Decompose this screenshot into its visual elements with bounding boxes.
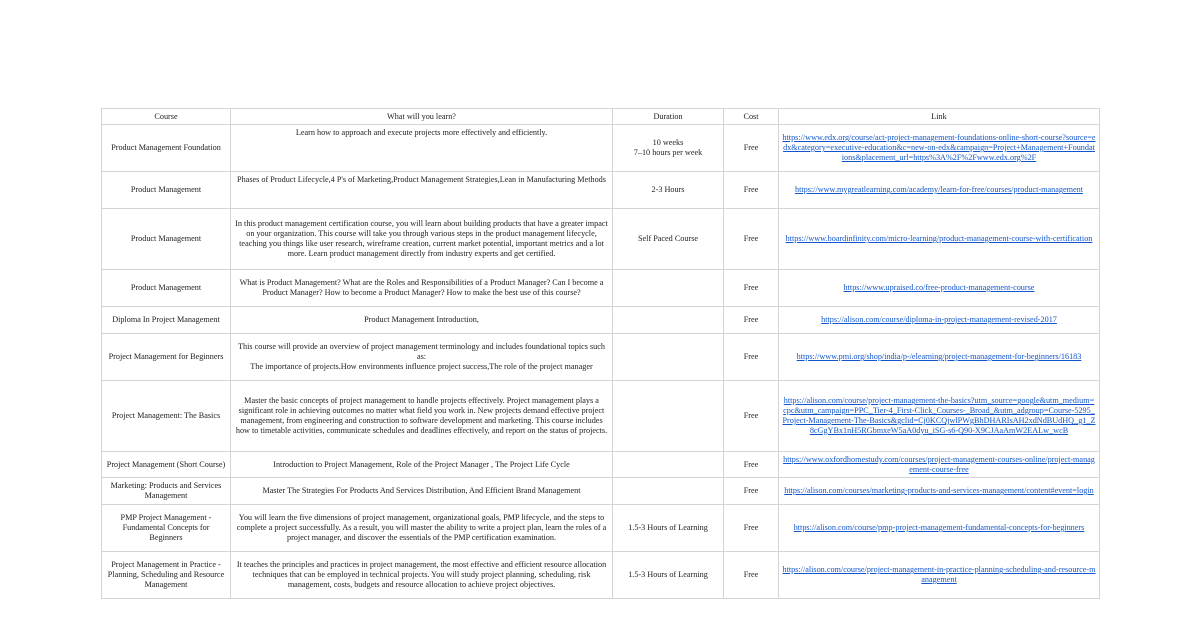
cost-cell: Free [724,452,779,478]
table-row [102,270,1100,307]
duration-cell: Self Paced Course [613,209,724,270]
learn-cell: What is Product Management? What are the Roles and Responsibilities of a Product Manager? Can I become a Product Manager? How to become a Product Manager? How to make the best use of this course? [231,270,613,307]
header-duration: Duration [613,109,724,125]
duration-cell [613,478,724,505]
learn-cell: Introduction to Project Management, Role of the Project Manager , The Project Life Cycle [231,452,613,478]
course-link[interactable]: https://alison.com/courses/marketing-products-and-services-management/content#event=login [784,486,1094,496]
course-cell: Product Management [102,270,231,307]
course-link[interactable]: https://www.edx.org/course/act-project-management-foundations-online-short-course?source=edx&category=executive-education&c=new-on-edx&campaign=Project+Management+Foundations&placement_url=https%3A%2F%2Fwww.edx.org%2F [782,133,1096,162]
learn-cell: In this product management certification course, you will learn about building products that have a greater impact on your organization. This course will take you through various steps in the product management lifecycle, teaching you things like user research, wireframe creation, current market potential, important metrics and a lot more. Learn product management directly from industry experts and get certified. [231,209,613,270]
course-link[interactable]: https://www.upraised.co/free-product-management-course [843,283,1035,293]
link-cell [779,381,1100,452]
table-header-row [102,109,1100,125]
learn-cell [231,334,613,381]
link-cell [779,505,1100,552]
duration-cell [613,125,724,172]
course-link[interactable]: https://www.pmi.org/shop/india/p-/elearning/project-management-for-beginners/16183 [796,352,1082,362]
course-cell: Project Management for Beginners [102,334,231,381]
course-link[interactable]: https://alison.com/course/project-management-in-practice-planning-scheduling-and-resource-management [782,565,1096,584]
table-row [102,478,1100,505]
link-cell [779,307,1100,334]
duration-line: 7–10 hours per week [633,148,703,157]
table-row [102,209,1100,270]
learn-cell: Learn how to approach and execute projects more effectively and efficiently. [231,125,613,172]
duration-cell: 2-3 Hours [613,172,724,209]
duration-cell: 1.5-3 Hours of Learning [613,505,724,552]
link-cell [779,209,1100,270]
cost-cell: Free [724,209,779,270]
table-row [102,505,1100,552]
learn-cell: Master The Strategies For Products And Services Distribution, And Efficient Brand Management [231,478,613,505]
header-link: Link [779,109,1100,125]
duration-cell [613,334,724,381]
course-cell: Project Management: The Basics [102,381,231,452]
learn-cell: It teaches the principles and practices in project management, the most effective and efficient resource allocation techniques that can be employed in technical projects. You will study project planning, scheduling, risk management, costs, budgets and resource allocation to achieve project objectives. [231,552,613,599]
duration-cell [613,452,724,478]
table-row [102,452,1100,478]
course-cell: Product Management [102,209,231,270]
link-cell [779,270,1100,307]
cost-cell: Free [724,125,779,172]
duration-cell [613,307,724,334]
cost-cell: Free [724,381,779,452]
course-cell: Product Management Foundation [102,125,231,172]
cost-cell: Free [724,478,779,505]
course-cell: Project Management in Practice - Planning, Scheduling and Resource Management [102,552,231,599]
learn-cell: Master the basic concepts of project management to handle projects effectively. Project management plays a significant role in achieving outcomes no matter what field you work in. New projects demand effective project management, from engineering and construction to software development and marketing. This course includes how to timetable activities, communicate schedules and deadlines effectively, and report on the status of projects. [231,381,613,452]
course-link[interactable]: https://www.oxfordhomestudy.com/courses/project-management-courses-online/project-management-course-free [783,454,1095,474]
course-link[interactable]: https://alison.com/course/pmp-project-management-fundamental-concepts-for-beginners [793,523,1085,533]
course-cell: Product Management [102,172,231,209]
course-cell: Diploma In Project Management [102,307,231,334]
duration-cell [613,270,724,307]
cost-cell: Free [724,172,779,209]
courses-table [101,108,1100,599]
course-link[interactable]: https://www.mygreatlearning.com/academy/learn-for-free/courses/product-management [794,185,1084,195]
course-cell: Project Management (Short Course) [102,452,231,478]
course-link[interactable]: https://alison.com/course/diploma-in-project-management-revised-2017 [821,315,1057,325]
cost-cell: Free [724,334,779,381]
course-cell: PMP Project Management - Fundamental Concepts for Beginners [102,505,231,552]
link-cell [779,552,1100,599]
learn-line: This course will provide an overview of project management terminology and includes foundational topics such as: [238,342,605,362]
duration-cell: 1.5-3 Hours of Learning [613,552,724,599]
course-cell: Marketing: Products and Services Management [102,478,231,505]
table-row [102,552,1100,599]
link-cell [779,478,1100,505]
duration-line: 10 weeks [652,138,684,148]
link-cell [779,125,1100,172]
learn-line: The importance of projects.How environments influence project success,The role of the project manager [250,361,593,371]
learn-cell: Product Management Introduction, [231,307,613,334]
cost-cell: Free [724,552,779,599]
table-row [102,381,1100,452]
cost-cell: Free [724,505,779,552]
link-cell [779,172,1100,209]
header-what-will-you-learn: What will you learn? [231,109,613,125]
header-course: Course [102,109,231,125]
table-row [102,307,1100,334]
learn-cell: Phases of Product Lifecycle,4 P's of Marketing,Product Management Strategies,Lean in Manufacturing Methods [231,172,613,209]
cost-cell: Free [724,307,779,334]
link-cell [779,452,1100,478]
course-link[interactable]: https://alison.com/course/project-management-the-basics?utm_source=google&utm_medium=cpc&utm_campaign=PPC_Tier-4_First-Click_Courses-_Broad_&utm_adgroup=Course-5295_Project-Management-The-Basics&gclid=Cj0KCQjwlPWgBhDHARIsAH2xdNdBUdHQ_g1_Z8cGgYBx1nH5RGbmxeW5aA0dyu_iSG-s6-Q90-X9CJAaAmW2EALw_wcB [782,396,1096,435]
course-link[interactable]: https://www.boardinfinity.com/micro-learning/product-management-course-with-certification [785,234,1093,244]
header-cost: Cost [724,109,779,125]
table-row [102,172,1100,209]
cost-cell: Free [724,270,779,307]
duration-cell [613,381,724,452]
link-cell [779,334,1100,381]
learn-cell: You will learn the five dimensions of project management, organizational goals, PMP lifecycle, and the steps to complete a project successfully. As a result, you will master the ability to write a project plan, learn the roles of a project manager, and discover the essentials of the PMP certification examination. [231,505,613,552]
table-row [102,334,1100,381]
table-row [102,125,1100,172]
